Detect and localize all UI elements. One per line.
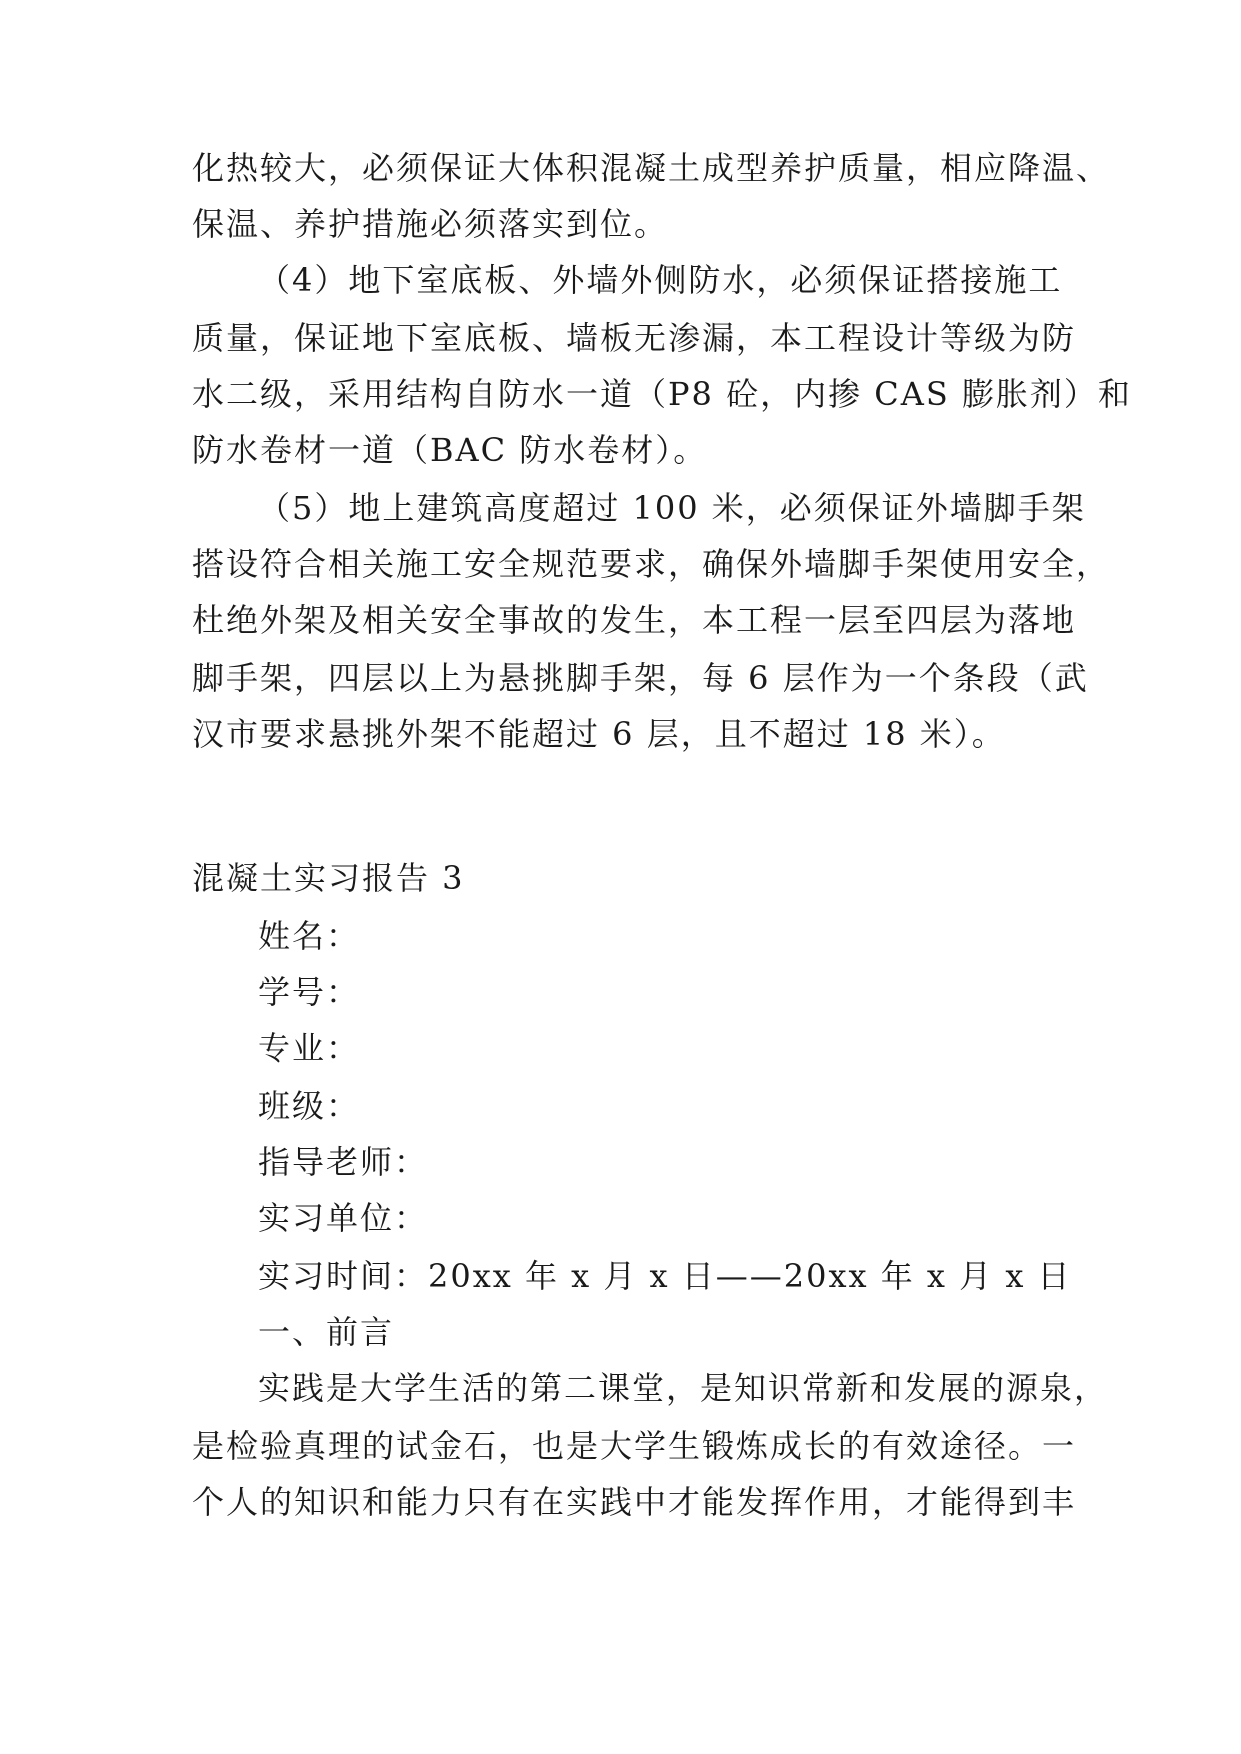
- field-major: 专业：: [258, 1029, 361, 1067]
- paragraph-5-first-line: （5）地上建筑高度超过 100 米，必须保证外墙脚手架: [258, 489, 1086, 527]
- body-text-line: 个人的知识和能力只有在实践中才能发挥作用，才能得到丰: [192, 1483, 1077, 1521]
- body-text-line: 搭设符合相关施工安全规范要求，确保外墙脚手架使用安全，: [192, 545, 1111, 583]
- body-text-line: 是检验真理的试金石，也是大学生锻炼成长的有效途径。一: [192, 1427, 1077, 1465]
- section-heading: 一、前言: [258, 1313, 395, 1351]
- field-advisor: 指导老师：: [258, 1143, 429, 1181]
- intro-first-line: 实践是大学生活的第二课堂，是知识常新和发展的源泉，: [258, 1369, 1109, 1407]
- body-text-line: 杜绝外架及相关安全事故的发生，本工程一层至四层为落地: [192, 601, 1077, 639]
- body-text-line: 质量，保证地下室底板、墙板无渗漏，本工程设计等级为防: [192, 319, 1077, 357]
- paragraph-4-first-line: （4）地下室底板、外墙外侧防水，必须保证搭接施工: [258, 261, 1063, 299]
- body-text-line: 水二级，采用结构自防水一道（P8 砼，内掺 CAS 膨胀剂）和: [192, 375, 1132, 413]
- field-student-id: 学号：: [258, 973, 361, 1011]
- body-text-line: 化热较大，必须保证大体积混凝土成型养护质量，相应降温、: [192, 149, 1111, 187]
- body-text-line: 汉市要求悬挑外架不能超过 6 层，且不超过 18 米）。: [192, 715, 1006, 753]
- field-class: 班级：: [258, 1087, 361, 1125]
- body-text-line: 防水卷材一道（BAC 防水卷材）。: [192, 431, 708, 469]
- report-title: 混凝土实习报告 3: [192, 859, 465, 897]
- body-text-line: 保温、养护措施必须落实到位。: [192, 205, 669, 243]
- field-internship-period: 实习时间：20xx 年 x 月 x 日——20xx 年 x 月 x 日: [258, 1257, 1072, 1295]
- field-name: 姓名：: [258, 917, 361, 955]
- body-text-line: 脚手架，四层以上为悬挑脚手架，每 6 层作为一个条段（武: [192, 659, 1089, 697]
- field-internship-unit: 实习单位：: [258, 1199, 429, 1237]
